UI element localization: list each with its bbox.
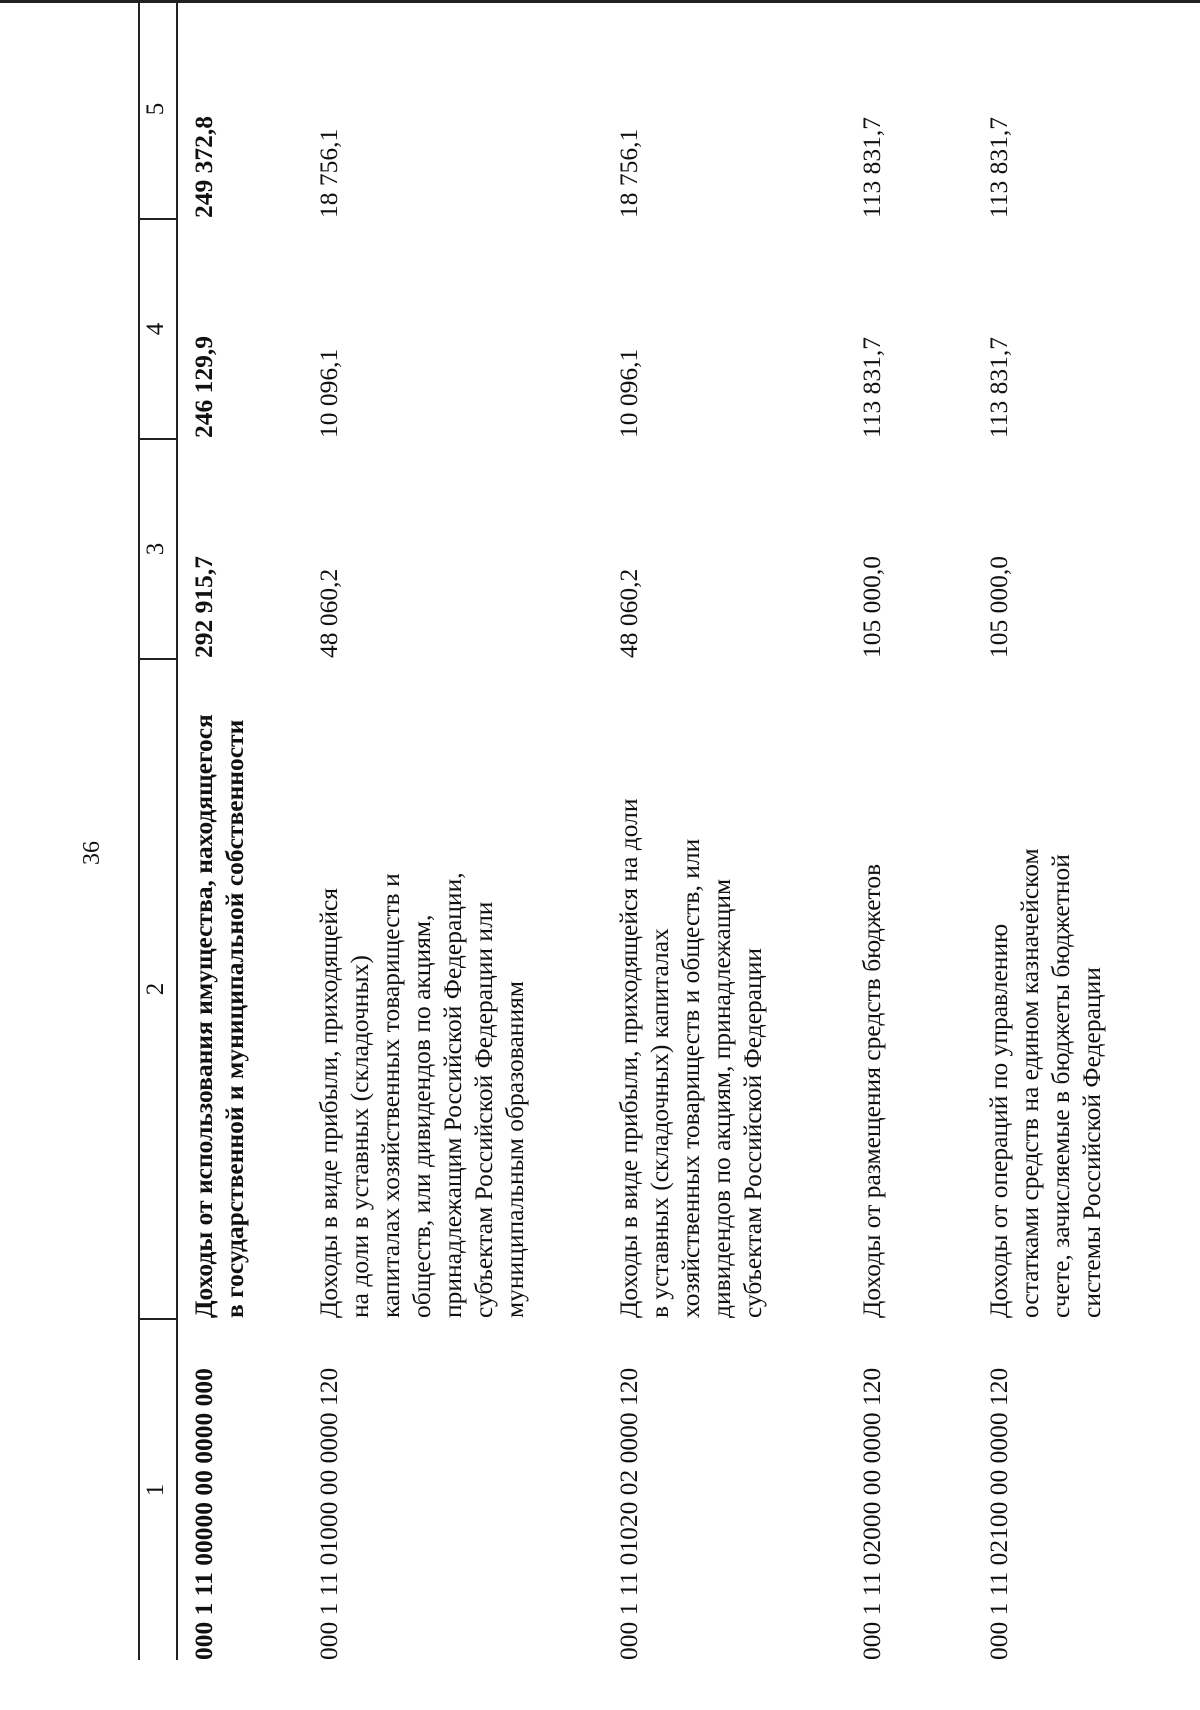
row-5-col3: 105 000,0 <box>984 556 1013 658</box>
row-1-col5: 249 372,8 <box>189 116 218 218</box>
row-4-col3: 105 000,0 <box>857 556 886 658</box>
column-number-2: 2 <box>142 982 169 996</box>
row-5-col4: 113 831,7 <box>984 336 1013 438</box>
row-1-code: 000 1 11 00000 00 0000 000 <box>189 1368 218 1660</box>
row-2-col3: 48 060,2 <box>314 568 343 658</box>
row-4-name: Доходы от размещения средств бюджетов <box>857 863 886 1318</box>
row-3-code: 000 1 11 01020 02 0000 120 <box>614 1367 643 1660</box>
row-5-code: 000 1 11 02100 00 0000 120 <box>984 1367 1013 1660</box>
row-5-col5: 113 831,7 <box>984 116 1013 218</box>
row-2-name: Доходы в виде прибыли, приходящейся на доли в уставных (складочных) капиталах хозяйственных товариществ и обществ, или дивидендов по акциям, принадлежащим Российской Федерации, субъектам Российской Федерации или муниципальным образованиям <box>314 872 529 1318</box>
column-number-5: 5 <box>142 102 169 116</box>
row-2-col5: 18 756,1 <box>314 128 343 218</box>
row-2-code: 000 1 11 01000 00 0000 120 <box>314 1367 343 1660</box>
row-3-name: Доходы в виде прибыли, приходящейся на доли в уставных (складочных) капиталах хозяйственных товариществ и обществ, или дивидендов по акциям, принадлежащим субъектам Российской Федерации <box>614 798 767 1318</box>
row-3-col5: 18 756,1 <box>614 128 643 218</box>
row-4-col4: 113 831,7 <box>857 336 886 438</box>
row-4-code: 000 1 11 02000 00 0000 120 <box>857 1367 886 1660</box>
column-number-1: 1 <box>142 1483 169 1497</box>
row-1-col4: 246 129,9 <box>189 336 218 438</box>
row-2-col4: 10 096,1 <box>314 348 343 438</box>
column-number-3: 3 <box>142 542 169 556</box>
row-4-col5: 113 831,7 <box>857 116 886 218</box>
row-1-name: Доходы от использования имущества, находящегося в государственной и муниципальной собственности <box>189 714 249 1318</box>
budget-table <box>138 0 1178 1660</box>
row-1-col3: 292 915,7 <box>189 556 218 658</box>
row-3-col3: 48 060,2 <box>614 568 643 658</box>
page-number: 36 <box>79 841 105 865</box>
header-bottom-rule <box>176 0 178 1660</box>
row-5-name: Доходы от операций по управлению остатками средств на едином казначейском счете, зачисляемые в бюджеты бюджетной системы Российской Федерации <box>984 848 1106 1318</box>
column-number-4: 4 <box>142 322 169 336</box>
row-3-col4: 10 096,1 <box>614 348 643 438</box>
